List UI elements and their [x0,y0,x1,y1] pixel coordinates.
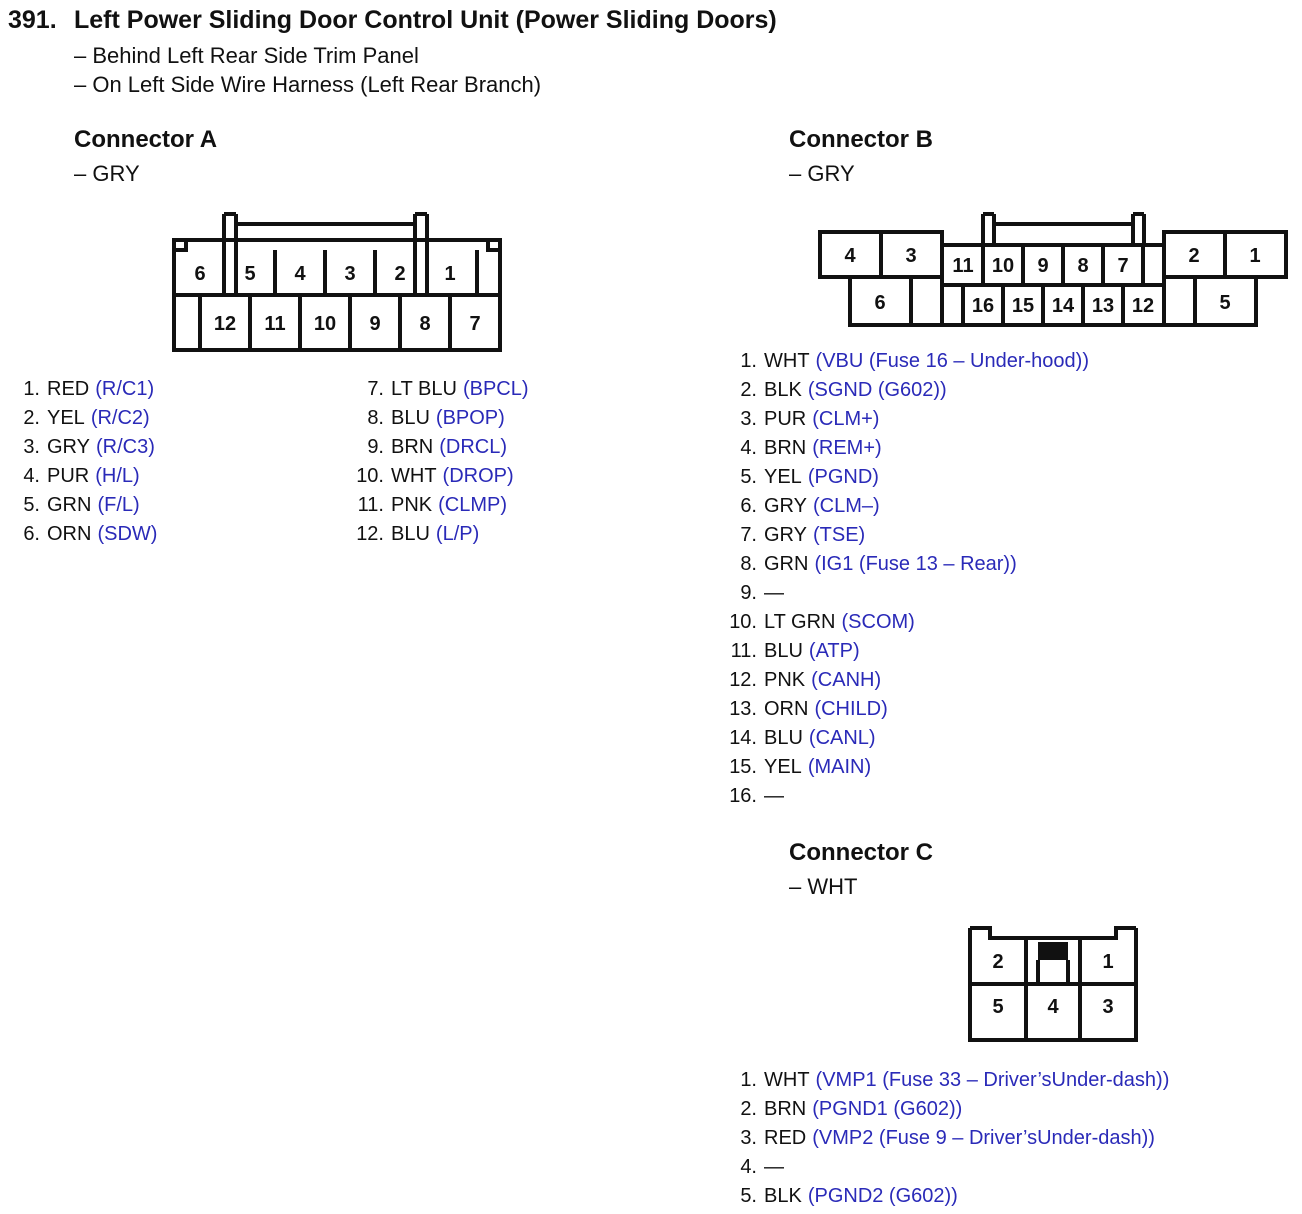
pin-item [340,433,529,462]
pin-number: 3. [740,1127,757,1149]
pin-signal: (BPOP) [435,407,505,429]
pin-number: 10. [356,465,384,487]
connector-a-cavity-7: 7 [469,313,481,335]
pin-wire-color: GRY [764,495,807,517]
pin-signal: (PGND1 (G602)) [812,1098,963,1120]
pin-signal: (SCOM) [841,611,915,633]
pin-wire-color: GRY [47,436,90,458]
connector-b-title: Connector B [789,126,933,153]
pin-wire-color: LT BLU [391,378,457,400]
location-line-1: – Behind Left Rear Side Trim Panel [74,43,419,68]
pin-wire-color: — [764,1156,784,1178]
pin-item [725,695,1089,724]
connector-a-cavity-12: 12 [213,313,237,335]
pin-item [725,666,1089,695]
pin-wire-color: ORN [764,698,809,720]
connector-b-cavity-14: 14 [1051,295,1075,317]
pin-number: 6. [740,495,757,517]
pin-number: 1. [740,1069,757,1091]
pin-signal: (R/C3) [95,436,155,458]
pin-item [340,491,529,520]
pin-signal: (CANH) [811,669,882,691]
connector-c-cavity-2: 2 [992,951,1004,973]
connector-b-diagram [810,200,1300,340]
pin-signal: (H/L) [95,465,140,487]
pin-wire-color: BLU [391,407,430,429]
pin-number: 2. [23,407,40,429]
pin-signal: (L/P) [435,523,480,545]
pin-item [340,404,529,433]
pin-number: 2. [740,1098,757,1120]
connector-a-cavity-2: 2 [394,263,406,285]
pin-signal: (SDW) [97,523,158,545]
connector-c-diagram [960,920,1150,1050]
pin-wire-color: RED [764,1127,807,1149]
location-line-2: – On Left Side Wire Harness (Left Rear Branch) [74,72,542,97]
connector-a-cavity-10: 10 [313,313,337,335]
pin-number: 15. [729,756,757,778]
pin-wire-color: BLU [391,523,430,545]
connector-b-cavity-6: 6 [874,292,886,314]
pin-signal: (MAIN) [807,756,872,778]
pin-number: 1. [740,350,757,372]
pin-wire-color: WHT [764,350,810,372]
pin-signal: (BPCL) [462,378,529,400]
pin-item [725,1095,1169,1124]
pin-item [340,520,529,549]
pin-signal: (R/C1) [95,378,155,400]
pin-item [725,521,1089,550]
pin-number: 16. [729,785,757,807]
pin-wire-color: BLU [764,727,803,749]
pin-signal: (SGND (G602)) [807,379,947,401]
connector-a-diagram [160,200,520,360]
pin-signal: (R/C2) [90,407,150,429]
pin-item [725,1153,1169,1182]
connector-b-cavity-2: 2 [1188,245,1200,267]
pin-number: 9. [367,436,384,458]
pin-signal: (CANL) [808,727,876,749]
connector-b-cavity-3: 3 [905,245,917,267]
pin-signal: (IG1 (Fuse 13 – Rear)) [814,553,1017,575]
pin-number: 2. [740,379,757,401]
pin-wire-color: BLK [764,1185,802,1207]
connector-b-cavity-1: 1 [1249,245,1261,267]
pin-wire-color: GRN [764,553,809,575]
connector-c-cavity-4: 4 [1047,996,1059,1018]
pin-wire-color: ORN [47,523,92,545]
pin-wire-color: BRN [391,436,434,458]
pin-wire-color: WHT [391,465,437,487]
connector-a-cavity-4: 4 [294,263,306,285]
pin-number: 12. [729,669,757,691]
pin-signal: (CHILD) [814,698,888,720]
connector-a-color: – GRY [74,161,140,186]
pin-signal: (REM+) [812,437,882,459]
pin-item [725,550,1089,579]
connector-a-cavity-1: 1 [444,263,456,285]
pin-wire-color: GRY [764,524,807,546]
pin-number: 5. [740,1185,757,1207]
pin-item [725,376,1089,405]
pin-number: 5. [740,466,757,488]
pin-item [725,1124,1169,1153]
connector-a-pin-list-right [340,375,529,549]
pin-number: 10. [729,611,757,633]
pin-number: 14. [729,727,757,749]
pin-number: 9. [740,582,757,604]
pin-item [725,405,1089,434]
connector-b-cavity-11: 11 [952,255,974,277]
pin-wire-color: — [764,785,784,807]
pin-item [725,782,1089,811]
pin-number: 12. [356,523,384,545]
pin-signal: (DROP) [442,465,514,487]
pin-number: 4. [23,465,40,487]
connector-a-title: Connector A [74,126,218,153]
pin-number: 8. [367,407,384,429]
connector-a-cavity-6: 6 [194,263,206,285]
pin-item [8,520,157,549]
connector-b-cavity-15: 15 [1011,295,1035,317]
connector-b-cavity-10: 10 [991,255,1015,277]
pin-number: 8. [740,553,757,575]
pin-item [725,492,1089,521]
pin-wire-color: LT GRN [764,611,836,633]
pin-signal: (VMP2 (Fuse 9 – Driver’sUnder-dash)) [812,1127,1155,1149]
pin-item [725,637,1089,666]
pin-wire-color: PNK [391,494,433,516]
pin-signal: (ATP) [808,640,860,662]
connector-b-cavity-5: 5 [1219,292,1231,314]
pin-number: 1. [23,378,40,400]
pin-signal: (CLM+) [812,408,880,430]
connector-a-cavity-3: 3 [344,263,356,285]
connector-b-cavity-12: 12 [1131,295,1155,317]
pin-item [8,375,157,404]
connector-a-cavity-9: 9 [369,313,381,335]
connector-c-color: – WHT [789,874,858,899]
pin-signal: (PGND2 (G602)) [807,1185,958,1207]
connector-c-pin-list [725,1066,1169,1211]
pin-item [725,579,1089,608]
pin-signal: (F/L) [97,494,140,516]
pin-item [8,404,157,433]
connector-b-color: – GRY [789,161,855,186]
pin-item [725,463,1089,492]
pin-item [725,753,1089,782]
connector-a-cavity-5: 5 [244,263,256,285]
pin-item [725,1066,1169,1095]
connector-c-title: Connector C [789,839,933,866]
connector-a-cavity-11: 11 [264,313,286,335]
pin-number: 11. [357,494,384,516]
connector-c-cavity-5: 5 [992,996,1004,1018]
connector-c-key [1038,942,1068,960]
pin-item [725,347,1089,376]
pin-number: 11. [730,640,757,662]
pin-item [725,608,1089,637]
connector-c-cavity-1: 1 [1102,951,1114,973]
pin-wire-color: RED [47,378,90,400]
pin-signal: (TSE) [812,524,866,546]
pin-number: 4. [740,1156,757,1178]
page-title [8,6,777,35]
pin-number: 3. [740,408,757,430]
connector-b-cavity-8: 8 [1077,255,1089,277]
connector-b-cavity-9: 9 [1037,255,1049,277]
pin-number: 7. [740,524,757,546]
pin-signal: (VBU (Fuse 16 – Under-hood)) [815,350,1089,372]
pin-wire-color: BLU [764,640,803,662]
pin-item [725,724,1089,753]
pin-number: 3. [23,436,40,458]
component-number: 391. [8,6,57,34]
connector-b-cavity-7: 7 [1117,255,1129,277]
pin-wire-color: — [764,582,784,604]
pin-item [725,434,1089,463]
pin-item [725,1182,1169,1211]
connector-c-cavity-3: 3 [1102,996,1114,1018]
pin-number: 5. [23,494,40,516]
component-title: Left Power Sliding Door Control Unit (Power Sliding Doors) [74,6,777,34]
pin-item [8,462,157,491]
pin-signal: (DRCL) [439,436,508,458]
pin-number: 4. [740,437,757,459]
pin-wire-color: BRN [764,1098,807,1120]
connector-b-pin-list [725,347,1089,811]
pin-wire-color: PUR [47,465,90,487]
pin-item [340,375,529,404]
pin-signal: (CLMP) [438,494,508,516]
pin-wire-color: BLK [764,379,802,401]
pin-wire-color: PUR [764,408,807,430]
pin-item [340,462,529,491]
pin-wire-color: WHT [764,1069,810,1091]
pin-wire-color: BRN [764,437,807,459]
pin-wire-color: GRN [47,494,92,516]
pin-item [8,491,157,520]
connector-b-cavity-4: 4 [844,245,856,267]
pin-item [8,433,157,462]
pin-number: 7. [367,378,384,400]
pin-wire-color: YEL [47,407,85,429]
pin-signal: (PGND) [807,466,879,488]
connector-b-cavity-16: 16 [971,295,995,317]
pin-wire-color: YEL [764,756,802,778]
pin-number: 6. [23,523,40,545]
connector-b-cavity-13: 13 [1091,295,1115,317]
connector-a-cavity-8: 8 [419,313,431,335]
pin-number: 13. [729,698,757,720]
pin-wire-color: YEL [764,466,802,488]
pin-wire-color: PNK [764,669,806,691]
connector-a-pin-list-left [8,375,157,549]
pin-signal: (CLM–) [812,495,880,517]
pin-signal: (VMP1 (Fuse 33 – Driver’sUnder-dash)) [815,1069,1170,1091]
